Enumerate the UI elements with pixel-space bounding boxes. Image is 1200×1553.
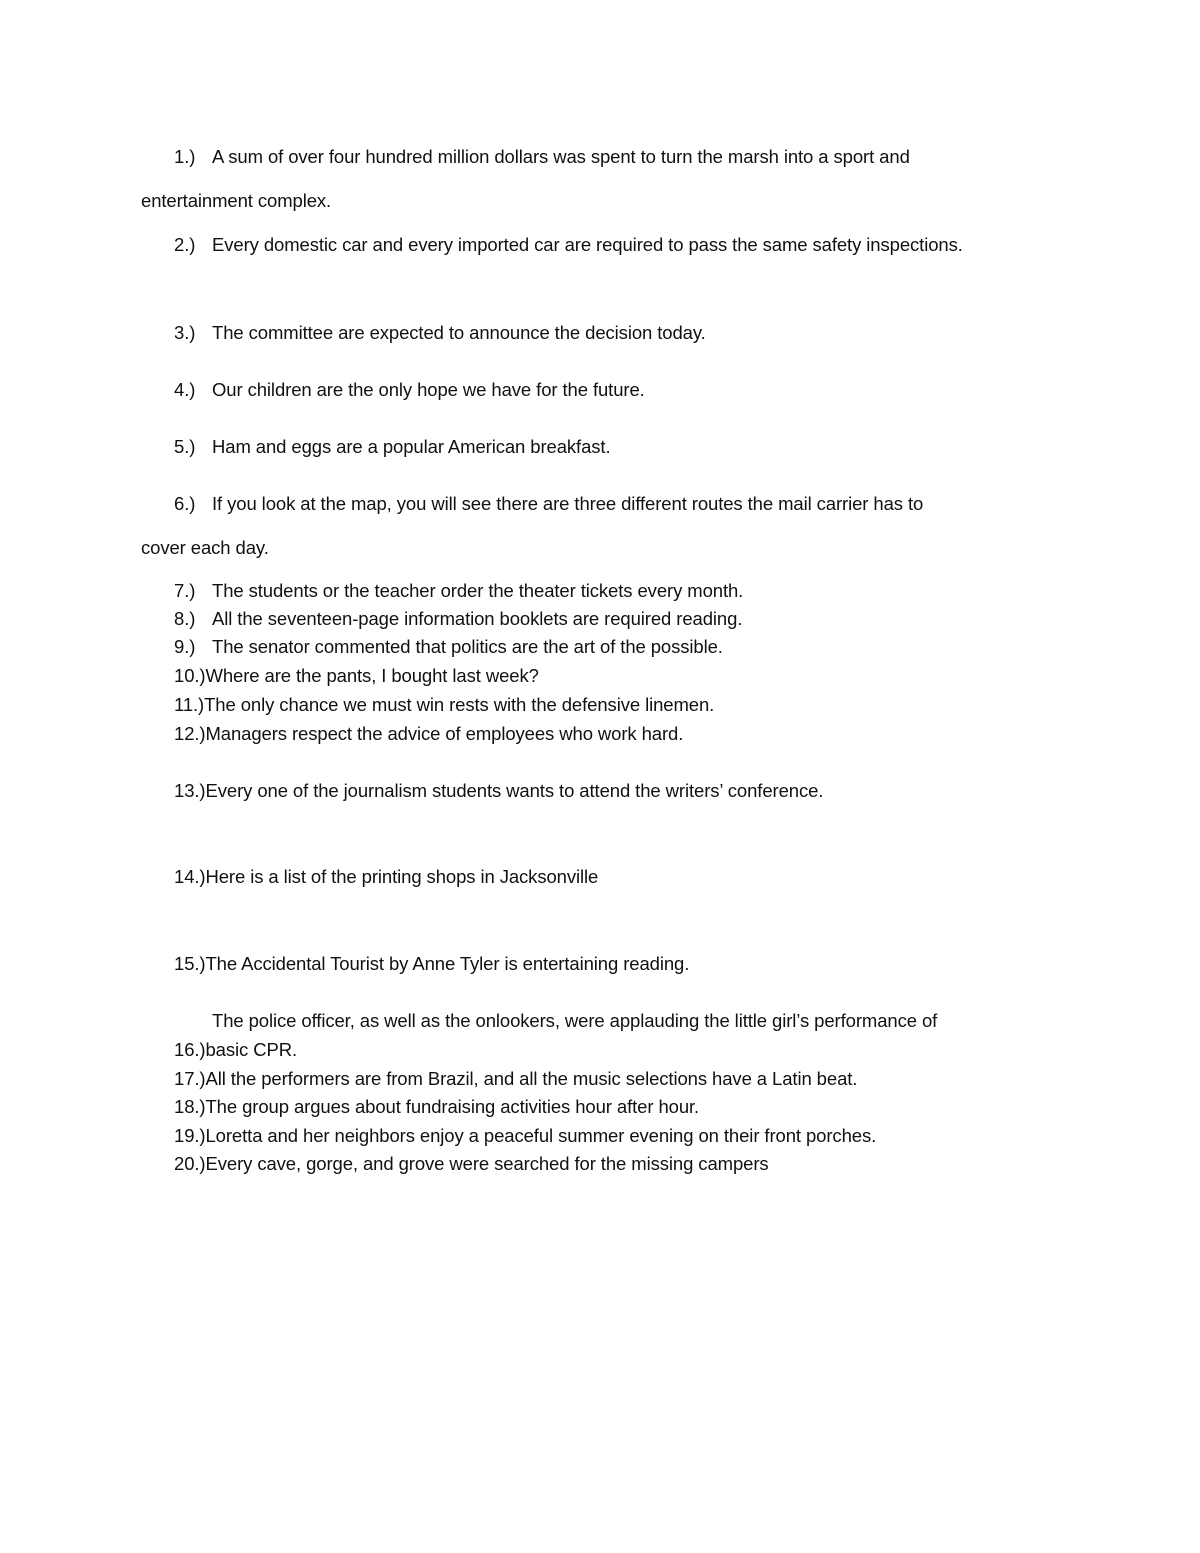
item-text: Here is a list of the printing shops in Jacksonville (205, 866, 599, 887)
item-text: entertainment complex. (141, 190, 332, 211)
item-number: 6.) (174, 493, 196, 514)
item-number: 16.) (174, 1039, 206, 1060)
item-number: 5.) (174, 436, 196, 457)
list-item-16-preceding-text (212, 1009, 937, 1033)
list-item-1 (174, 145, 910, 169)
list-item-5 (174, 435, 611, 459)
list-item-14 (174, 865, 598, 889)
list-item-15 (174, 952, 689, 976)
item-number: 12.) (174, 723, 206, 744)
item-text: The students or the teacher order the theater tickets every month. (212, 580, 744, 601)
list-item-8 (174, 607, 742, 631)
item-text: Every cave, gorge, and grove were searched for the missing campers (205, 1153, 769, 1174)
item-text: The only chance we must win rests with the defensive linemen. (204, 694, 715, 715)
item-text: The senator commented that politics are the art of the possible. (212, 636, 723, 657)
list-item-4 (174, 378, 645, 402)
item-number: 7.) (174, 580, 196, 601)
item-number: 18.) (174, 1096, 206, 1117)
list-item-7 (174, 579, 743, 603)
item-number: 15.) (174, 953, 206, 974)
item-number: 11.) (174, 694, 205, 715)
item-text: Every domestic car and every imported car are required to pass the same safety inspections. (212, 234, 963, 255)
item-text: cover each day. (141, 537, 269, 558)
item-number: 9.) (174, 636, 196, 657)
item-number: 4.) (174, 379, 196, 400)
list-item-18 (174, 1095, 699, 1119)
item-text: Ham and eggs are a popular American breakfast. (212, 436, 611, 457)
item-text: All the seventeen-page information booklets are required reading. (212, 608, 743, 629)
list-item-1-continuation (141, 189, 331, 213)
item-text: If you look at the map, you will see there are three different routes the mail carrier has to (212, 493, 924, 514)
list-item-13 (174, 779, 823, 803)
list-item-12 (174, 722, 683, 746)
item-text: Our children are the only hope we have for the future. (212, 379, 645, 400)
list-item-6-continuation (141, 536, 269, 560)
list-item-19 (174, 1124, 876, 1148)
item-number: 1.) (174, 146, 196, 167)
list-item-3 (174, 321, 706, 345)
item-number: 17.) (174, 1068, 206, 1089)
list-item-10 (174, 664, 539, 688)
item-number: 20.) (174, 1153, 206, 1174)
list-item-20 (174, 1152, 769, 1176)
list-item-2 (174, 233, 963, 257)
list-item-6 (174, 492, 923, 516)
item-number: 3.) (174, 322, 196, 343)
item-number: 14.) (174, 866, 206, 887)
item-text: A sum of over four hundred million dollars was spent to turn the marsh into a sport and (212, 146, 910, 167)
item-text: Where are the pants, I bought last week? (205, 665, 539, 686)
item-text: Every one of the journalism students wants to attend the writers’ conference. (205, 780, 824, 801)
item-text: basic CPR. (205, 1039, 298, 1060)
item-text: Loretta and her neighbors enjoy a peaceful summer evening on their front porches. (205, 1125, 877, 1146)
item-text: The Accidental Tourist by Anne Tyler is entertaining reading. (205, 953, 690, 974)
item-number: 10.) (174, 665, 206, 686)
item-text: All the performers are from Brazil, and all the music selections have a Latin beat. (205, 1068, 858, 1089)
item-number: 13.) (174, 780, 206, 801)
item-text: Managers respect the advice of employees who work hard. (205, 723, 684, 744)
list-item-16 (174, 1038, 297, 1062)
list-item-11 (174, 693, 714, 717)
item-text: The group argues about fundraising activities hour after hour. (205, 1096, 700, 1117)
item-number: 2.) (174, 234, 196, 255)
item-text: The police officer, as well as the onlookers, were applauding the little girl’s performance of (212, 1010, 938, 1031)
list-item-17 (174, 1067, 857, 1091)
item-text: The committee are expected to announce the decision today. (212, 322, 706, 343)
item-number: 19.) (174, 1125, 206, 1146)
list-item-9 (174, 635, 723, 659)
item-number: 8.) (174, 608, 196, 629)
